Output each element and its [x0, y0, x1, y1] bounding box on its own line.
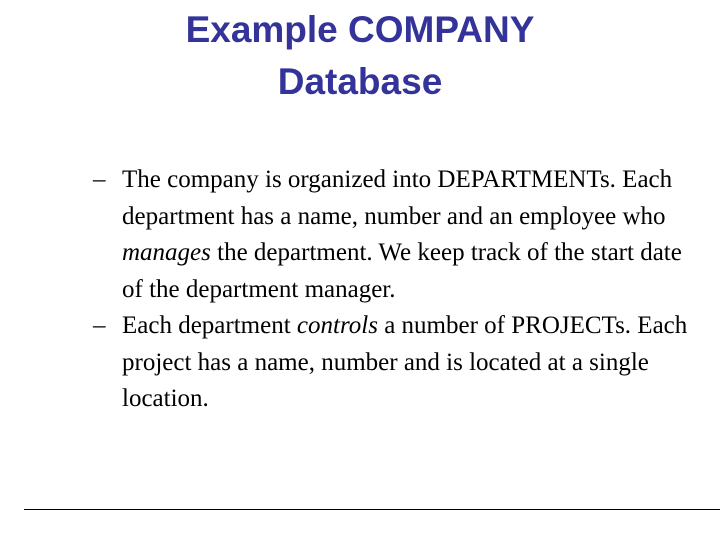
- title-line-2: Database: [277, 61, 443, 102]
- bullet-text-segment: the department. We keep track of the start date of the department manager.: [122, 239, 682, 303]
- bullet-text-segment: The company is organized into DEPARTMENTs. Each department has a name, number and an employee who: [122, 166, 673, 230]
- bullet-text-segment: a number of PROJECTs. Each project has a name, number and is located at a single location.: [122, 312, 688, 412]
- bullet-text-segment: Each department: [122, 312, 297, 339]
- bullet-dash: –: [93, 166, 106, 193]
- footer-divider: [24, 509, 720, 510]
- slide-title: [0, 4, 720, 108]
- title-line-1: Example COMPANY: [185, 9, 535, 50]
- bullet-list: [93, 162, 703, 418]
- bullet-item-projects: [93, 308, 703, 418]
- bullet-emphasis-controls: controls: [296, 312, 378, 339]
- bullet-item-departments: [93, 162, 703, 308]
- bullet-emphasis-manages: manages: [122, 239, 211, 266]
- bullet-dash: –: [93, 312, 106, 339]
